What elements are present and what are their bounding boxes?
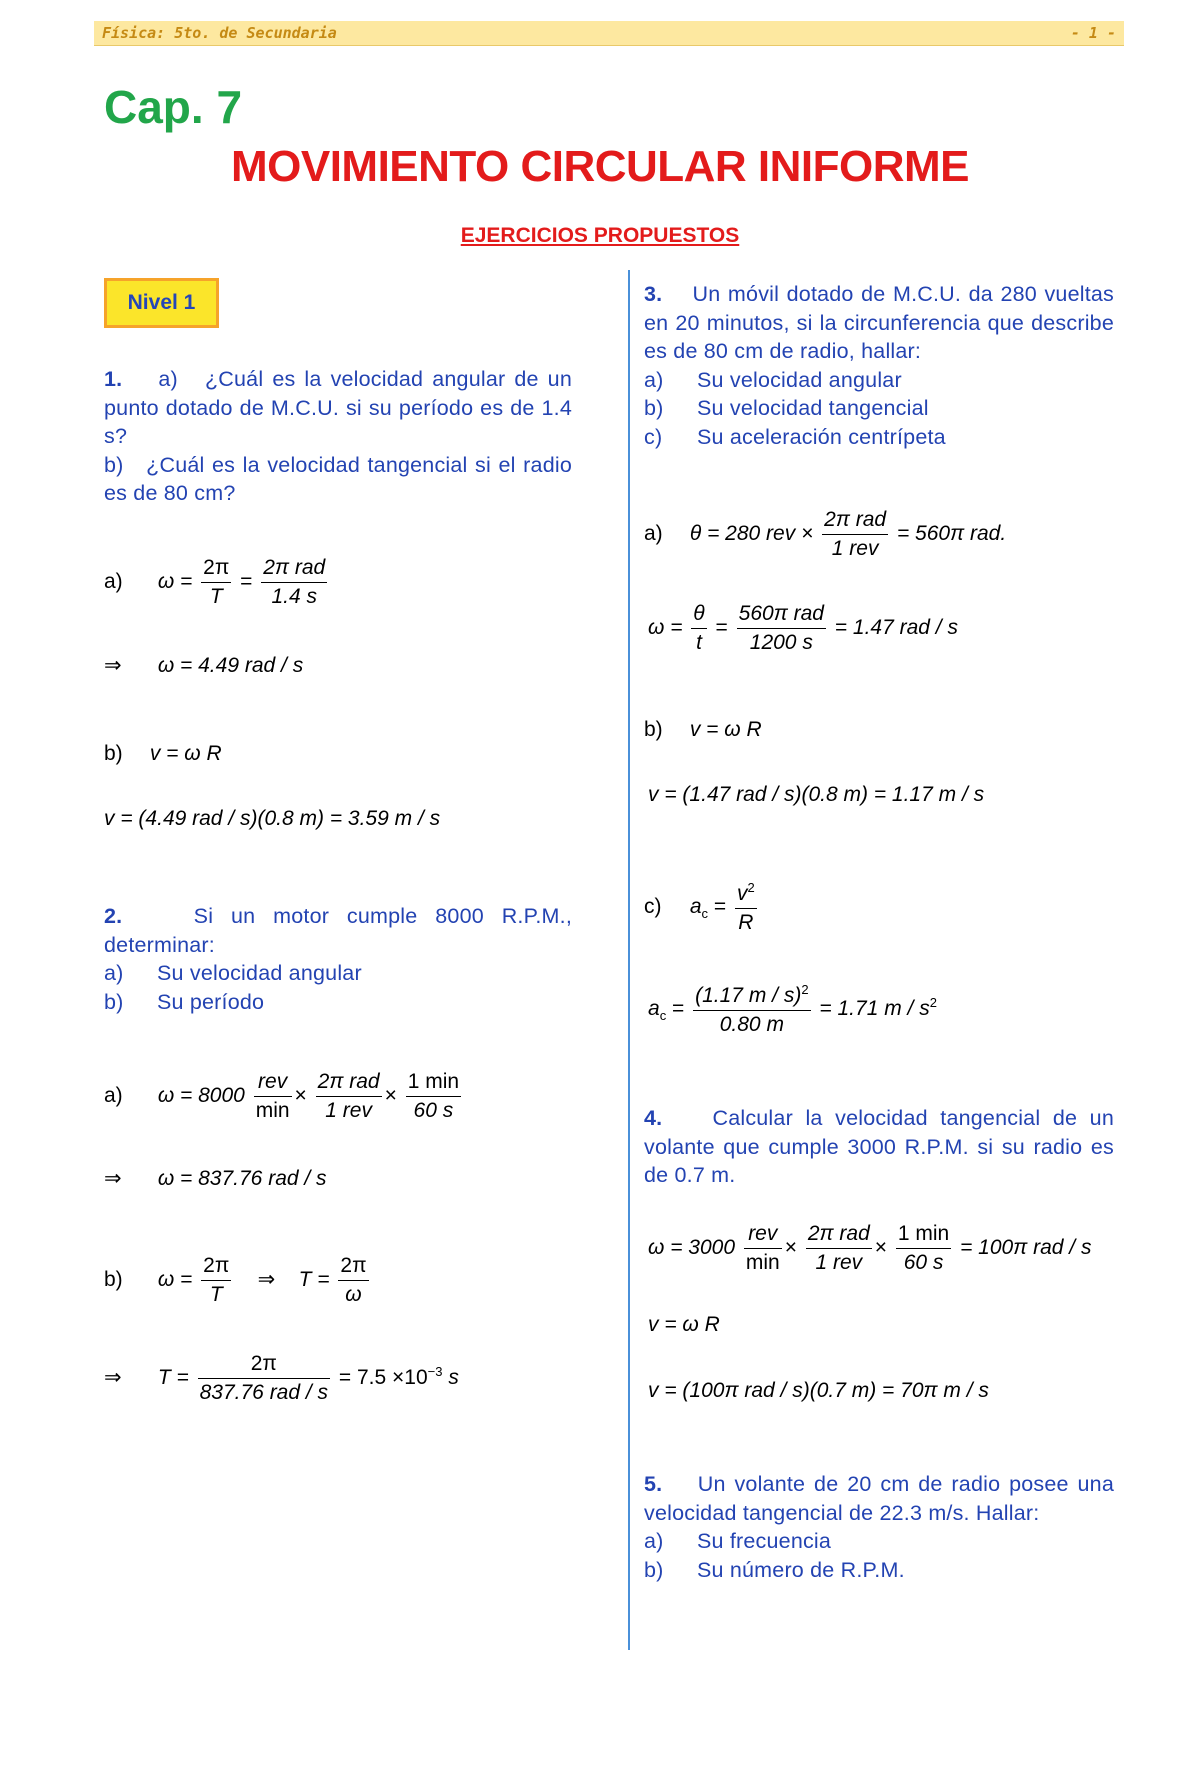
equation: b) v = ω R [104, 742, 222, 765]
equation: ω = $\frac{\theta}{t}$ = $\frac{\text{560π rad}}{1200 s}$ = 1.47 rad / s [648, 602, 958, 654]
list-item: a) Su velocidad angular [104, 961, 362, 985]
equation: v = (4.49 rad / s)(0.8 m) = 3.59 m / s [104, 807, 441, 830]
list-item: c) Su aceleración centrípeta [644, 424, 946, 449]
equation: $a_c$ = $\frac{(1.17 m / s)^2}{0.80 m}$ = 1.71 m / $s^2$ [648, 982, 937, 1036]
equation: ⇒ ω = 837.76 rad / s [104, 1167, 327, 1190]
fraction: $\frac{2\pi}{\omega}$ [340, 1254, 367, 1306]
problem-4 [644, 1104, 1114, 1190]
equation: v = (1.47 rad / s)(0.8 m) = 1.17 m / s [648, 783, 985, 806]
fraction: $\frac{\text{rev}}{\min}$ [255, 1070, 290, 1122]
problem-5 [644, 1470, 1114, 1584]
equation: ω = 3000 $\frac{\text{rev}}{\min}$ × $\frac{\text{2π rad}}{\text{1 rev}}$ × $\frac{1 \min}{60 s}$ = 100π rad / s [648, 1222, 1092, 1274]
item-label: a) [158, 367, 178, 391]
fraction: $\frac{\text{rev}}{\min}$ [745, 1222, 780, 1274]
page-header [94, 21, 1124, 46]
equation: ⇒ T = $\frac{2\pi}{\text{837.76 rad / s}}$ = $7.5 \times 10^{-3}$ s [104, 1352, 459, 1404]
equation: a) ω = $\frac{2\pi}{T}$ = $\frac{\text{2π rad}}{1.4 s}$ [104, 556, 326, 608]
problem-text: ¿Cuál es la velocidad tangencial si el radio es de 80 cm? [104, 452, 572, 505]
equation: ⇒ ω = 4.49 rad / s [104, 654, 304, 677]
problem-2 [104, 902, 572, 1016]
problem-text: Si un motor cumple 8000 R.P.M., determinar: [104, 904, 573, 957]
equation: a) ω = 8000 $\frac{\text{rev}}{\min}$ × $\frac{\text{2π rad}}{\text{1 rev}}$ × $\frac{1 \min}{60 s}$ [104, 1070, 460, 1122]
fraction: $\frac{\text{2π rad}}{1.4 s}$ [263, 556, 326, 608]
list-item: b) Su número de R.P.M. [644, 1557, 905, 1582]
fraction: $\frac{\theta}{t}$ [693, 602, 705, 654]
fraction: $\frac{v^2}{R}$ [736, 880, 755, 934]
page-title: MOVIMIENTO CIRCULAR INIFORME [230, 142, 970, 191]
equation: v = (100π rad / s)(0.7 m) = 70π m / s [648, 1379, 989, 1402]
problem-number: 3. [644, 282, 663, 306]
fraction: $\frac{2\pi}{\text{837.76 rad / s}}$ [199, 1352, 329, 1404]
fraction: $\frac{\text{2π rad}}{\text{1 rev}}$ [317, 1070, 380, 1122]
fraction: $\frac{\text{2π rad}}{\text{1 rev}}$ [807, 1222, 870, 1274]
problem-text: Un volante de 20 cm de radio posee una velocidad tangencial de 22.3 m/s. Hallar: [644, 1472, 1114, 1525]
level-badge: Nivel 1 [104, 278, 219, 328]
fraction: $\frac{1 \min}{60 s}$ [407, 1070, 460, 1122]
page-number: - 1 - [1070, 24, 1116, 42]
list-item: b) Su período [104, 989, 265, 1014]
chapter-label: Cap. 7 [104, 81, 243, 133]
problem-text: ¿Cuál es la velocidad angular de un punto dotado de M.C.U. si su período es de 1.4 s? [104, 367, 572, 448]
problem-text: Un móvil dotado de M.C.U. da 280 vueltas en 20 minutos, si la circunferencia que describe es de 80 cm de radio, hallar: [644, 282, 1114, 363]
problem-number: 2. [104, 904, 123, 928]
list-item: a) Su velocidad angular [644, 367, 902, 392]
fraction: $\frac{\text{2π rad}}{\text{1 rev}}$ [824, 508, 887, 560]
equation: c) $a_c$ = $\frac{v^2}{R}$ [644, 880, 755, 934]
header-subject: Física: 5to. de Secundaria [102, 24, 337, 42]
fraction: $\frac{2\pi}{T}$ [203, 1254, 230, 1306]
fraction: $\frac{(1.17 m / s)^2}{0.80 m}$ [695, 982, 809, 1036]
problem-3 [644, 280, 1114, 451]
list-item: a) Su frecuencia [644, 1529, 832, 1553]
fraction: $\frac{\text{560π rad}}{1200 s}$ [738, 602, 824, 654]
fraction: $\frac{2\pi}{T}$ [203, 556, 230, 608]
fraction: $\frac{1 \min}{60 s}$ [897, 1222, 950, 1274]
section-subtitle: EJERCICIOS PROPUESTOS [460, 224, 740, 247]
equation: b) ω = $\frac{2\pi}{T}$ ⇒ T = $\frac{2\pi}{\omega}$ [104, 1254, 367, 1306]
column-divider [628, 270, 630, 1650]
equation: b) v = ω R [644, 718, 762, 741]
item-label: b) [104, 452, 124, 477]
problem-text: Calcular la velocidad tangencial de un volante que cumple 3000 R.P.M. si su radio es de 0.7 m. [644, 1106, 1114, 1187]
problem-number: 4. [644, 1106, 663, 1130]
equation: a) θ = 280 rev × $\frac{\text{2π rad}}{\text{1 rev}}$ = 560π rad. [644, 508, 1007, 560]
problem-number: 5. [644, 1472, 663, 1496]
problem-1 [104, 365, 572, 508]
problem-number: 1. [104, 367, 123, 391]
equation: v = ω R [648, 1313, 720, 1336]
list-item: b) Su velocidad tangencial [644, 396, 929, 420]
